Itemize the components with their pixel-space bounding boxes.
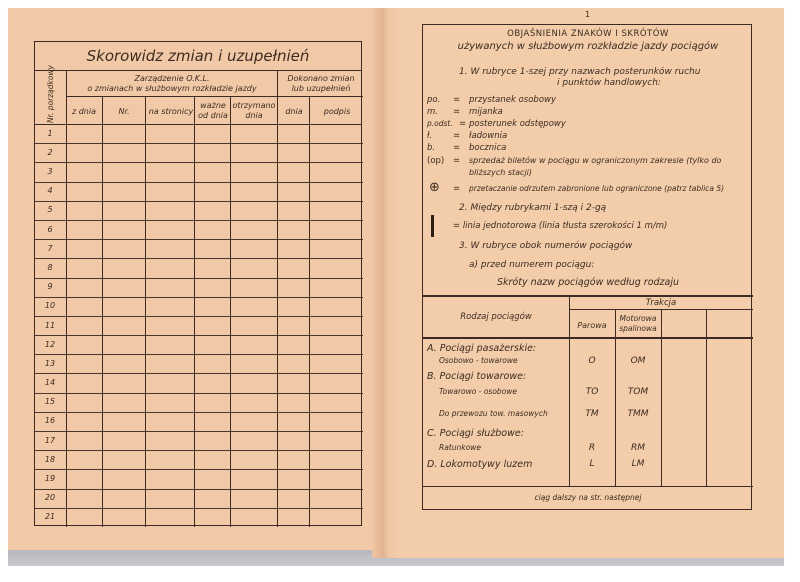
row-number: 18: [44, 454, 56, 464]
train-type-label: Do przewozu tow. masowych: [439, 409, 548, 418]
train-group-label: D. Lokomotywy luzem: [427, 459, 533, 470]
motor-code: LM: [631, 459, 645, 469]
row-number: 21: [44, 512, 56, 522]
abbr-meaning: posterunek odstępowy: [469, 119, 566, 129]
col-header-traction: Trakcja: [645, 298, 677, 308]
col-header-train-kind: Rodzaj pociągów: [460, 312, 532, 322]
col-header-page: na stronicy: [148, 107, 194, 116]
steam-code: TM: [585, 409, 599, 419]
abbr-meaning: ładownia: [469, 131, 508, 141]
row-divider: [35, 316, 363, 317]
row-divider: [35, 239, 363, 240]
col-header-motor: Motorowa: [619, 314, 657, 323]
abbr-key: m.: [427, 107, 438, 117]
col-header-received-2: dnia: [245, 111, 263, 120]
row-divider: [35, 143, 363, 144]
circle-cross-icon: ⊕: [429, 180, 440, 195]
train-type-label: Towarowo - osobowe: [439, 387, 518, 396]
abbr-meaning: sprzedaż biletów w pociągu w ograniczonym zakresie (tylko do: [469, 156, 722, 165]
equals-sign: =: [453, 107, 461, 117]
row-number: 15: [44, 397, 56, 407]
steam-code: L: [589, 459, 595, 469]
continued-note: ciąg dalszy na str. następnej: [534, 493, 642, 502]
motor-code: OM: [630, 356, 646, 366]
group-header-done: Dokonano zmian: [287, 74, 355, 83]
explanations-subtitle: używanych w służbowym rozkładzie jazdy pociągów: [457, 41, 719, 52]
abbr-meaning: przetaczanie odrzutem zabronione lub ograniczone (patrz tablica 5): [469, 184, 725, 193]
col-header-done-date: dnia: [285, 107, 303, 116]
motor-code: TOM: [627, 387, 649, 397]
train-type-label: Osobowo - towarowe: [439, 356, 518, 365]
row-number: 19: [44, 474, 56, 484]
abbr-key: b.: [427, 143, 436, 153]
row-divider: [35, 393, 363, 394]
group-header-order-sub: o zmianach w służbowym rozkładzie jazdy: [87, 84, 257, 93]
train-type-label: Ratunkowe: [439, 443, 481, 452]
row-number: 3: [47, 166, 53, 176]
changes-table-header: [35, 65, 361, 125]
row-divider: [35, 469, 363, 470]
abbr-key: p.odst.: [427, 119, 453, 128]
section-2-heading: 2. Między rubrykami 1-szą i 2-gą: [459, 203, 607, 213]
row-divider: [35, 201, 363, 202]
page-number: 1: [585, 10, 591, 19]
group-header-done-sub: lub uzupełnień: [291, 84, 351, 93]
equals-sign: =: [453, 184, 461, 194]
row-number: 16: [44, 416, 56, 426]
col-header-valid-from-2: od dnia: [198, 111, 228, 120]
col-header-nr: Nr. porządkowy: [46, 65, 55, 124]
steam-code: O: [588, 356, 596, 366]
section-1-heading-2: i punktów handlowych:: [557, 78, 661, 88]
book-gutter: [372, 8, 400, 558]
single-track-line-icon: [431, 215, 434, 237]
abbr-meaning-cont: bliższych stacji): [469, 168, 533, 177]
train-group-label: B. Pociągi towarowe:: [427, 371, 527, 382]
motor-code: RM: [630, 443, 646, 453]
train-table-caption: Skróty nazw pociągów według rodzaju: [496, 277, 680, 288]
row-divider: [35, 354, 363, 355]
explanations-title: OBJAŚNIENIA ZNAKÓW I SKRÓTÓW: [507, 29, 669, 39]
col-header-from-date: z dnia: [71, 107, 96, 116]
section-2-meaning: = linia jednotorowa (linia tłusta szerokości 1 m/m): [453, 221, 668, 231]
equals-sign: =: [453, 95, 461, 105]
row-divider: [35, 431, 363, 432]
row-number: 13: [44, 358, 56, 368]
explanations-box: [422, 24, 752, 510]
col-header-motor-2: spalinowa: [619, 324, 657, 333]
equals-sign: =: [453, 143, 461, 153]
abbr-key: ł.: [427, 131, 433, 141]
col-header-number: Nr.: [118, 107, 130, 116]
abbr-meaning: mijanka: [469, 107, 503, 117]
changes-index-table: [34, 41, 362, 526]
row-number: 11: [44, 320, 56, 330]
row-divider: [35, 335, 363, 336]
motor-code: TMM: [627, 409, 649, 419]
steam-code: TO: [585, 387, 599, 397]
abbr-meaning: bocznica: [469, 143, 507, 153]
abbr-meaning: przystanek osobowy: [469, 95, 557, 105]
steam-code: R: [588, 443, 596, 453]
col-header-received: otrzymano: [232, 101, 276, 110]
row-number: 6: [47, 224, 53, 234]
row-divider: [35, 373, 363, 374]
row-divider: [35, 297, 363, 298]
row-divider: [35, 162, 363, 163]
changes-table-title: Skorowidz zmian i uzupełnień: [35, 42, 361, 71]
group-header-order: Zarządzenie O.K.L.: [134, 74, 210, 83]
row-divider: [35, 278, 363, 279]
row-number: 2: [47, 147, 53, 157]
row-number: 10: [44, 301, 56, 311]
row-number: 17: [44, 435, 56, 445]
section-3a: a) przed numerem pociągu:: [469, 260, 595, 270]
row-divider: [35, 450, 363, 451]
train-group-label: C. Pociągi służbowe:: [427, 428, 524, 439]
abbr-key: (op): [427, 156, 445, 166]
equals-sign: =: [453, 131, 461, 141]
row-divider: [35, 412, 363, 413]
row-number: 1: [47, 128, 53, 138]
equals-sign: =: [459, 119, 467, 129]
col-header-signature: podpis: [323, 107, 351, 116]
section-1-heading: 1. W rubryce 1-szej przy nazwach posterunków ruchu: [459, 67, 701, 77]
section-3-heading: 3. W rubryce obok numerów pociągów: [459, 241, 633, 251]
row-number: 20: [44, 493, 56, 503]
col-header-steam: Parowa: [577, 321, 607, 330]
train-group-label: A. Pociągi pasażerskie:: [427, 343, 537, 354]
row-divider: [35, 258, 363, 259]
row-number: 12: [44, 339, 56, 349]
equals-sign: =: [453, 156, 461, 166]
row-divider: [35, 220, 363, 221]
abbr-key: po.: [427, 95, 441, 105]
row-divider: [35, 489, 363, 490]
row-number: 14: [44, 378, 56, 388]
row-divider: [35, 182, 363, 183]
row-divider: [35, 508, 363, 509]
row-number: 7: [47, 243, 53, 253]
row-number: 8: [47, 262, 53, 272]
row-number: 5: [47, 205, 53, 215]
row-number: 9: [47, 282, 53, 292]
row-number: 4: [47, 186, 53, 196]
col-header-valid-from: ważne: [200, 101, 226, 110]
